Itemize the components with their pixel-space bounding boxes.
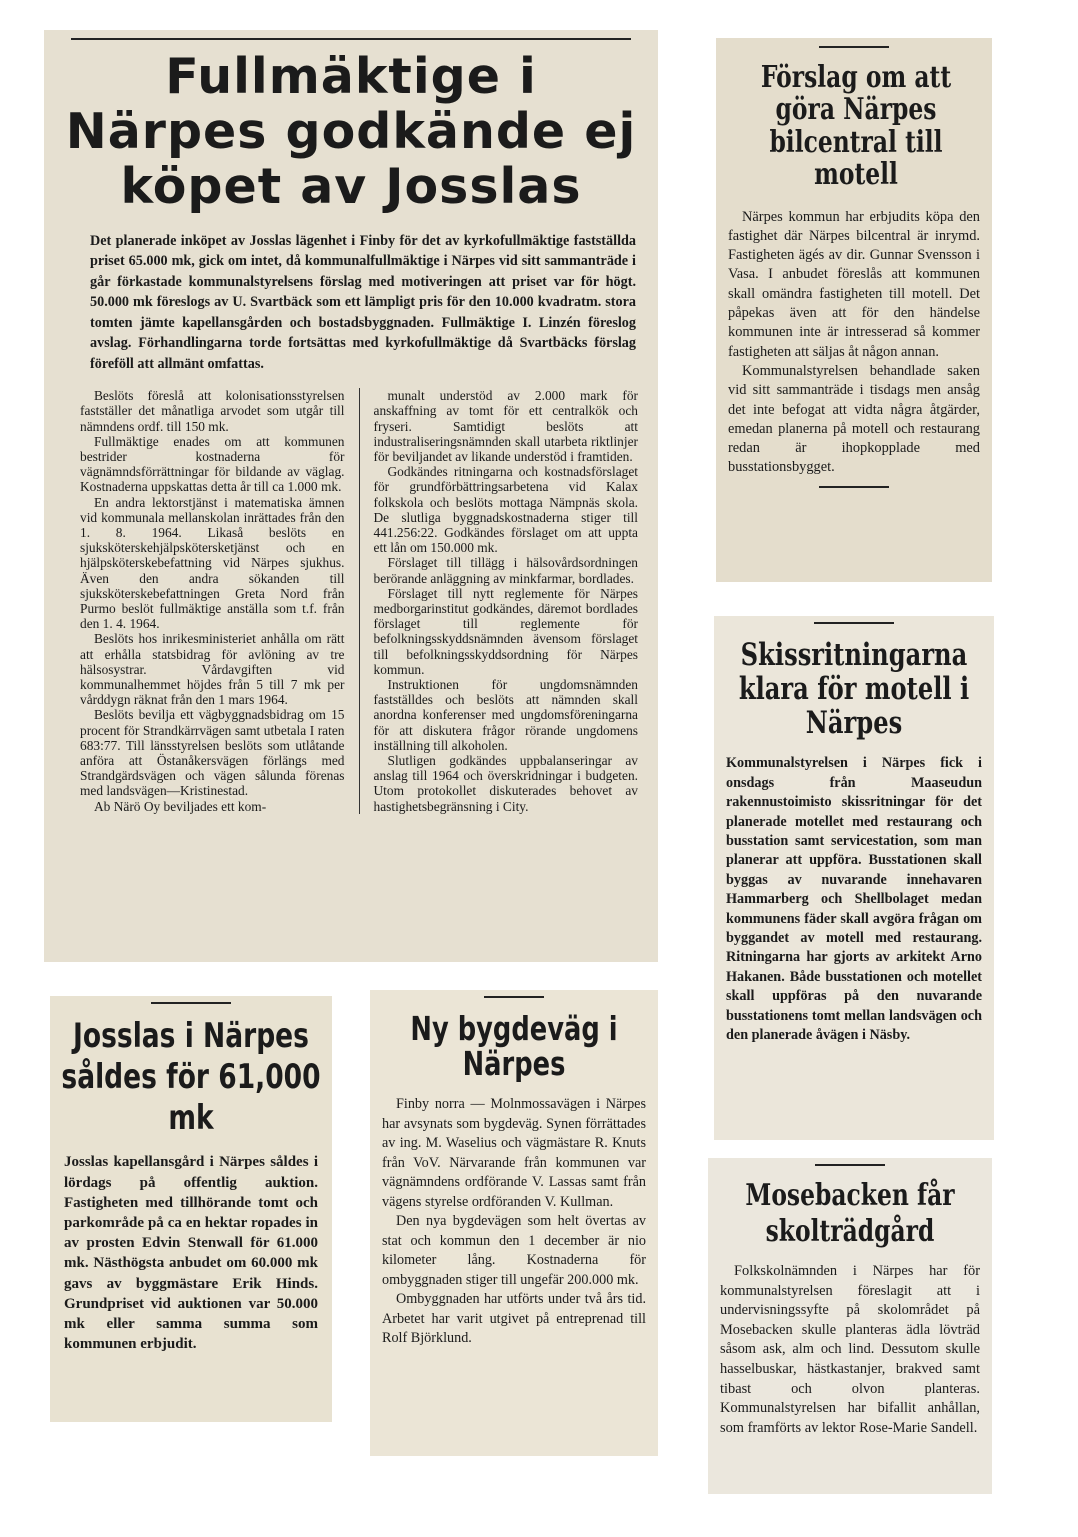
col1-para: Beslöts föreslå att kolonisationsstyrelsen fastställer det månatliga arvodet som utgår till nämndens ordf. till 150 mk. [80, 388, 345, 434]
top-rule [484, 996, 544, 998]
skissritningar-body: Kommunalstyrelsen i Närpes fick i onsdags från Maaseudun rakennustoimisto skissritningar för det planerade motellet med restaurang och busstation samt servicestation, som man planerar att uppföra. Busstationen skall byggas av nuvarande innehavaren Hammarberg och Shellbolaget medan kommunens fäder skall avgöra frågan om byggandet av motell med restaurang. Ritningarna har gjorts av arkitekt Arno Hakanen. Både busstationen och motellet skall uppföras på den nuvarande busstationens tomt mellan landsvägen och den planerade åvägen i Näsby. [726, 755, 982, 1043]
headline-josslas: Josslas i Närpes såldes för 61,000 mk [61, 1016, 321, 1138]
mosebacken-body [720, 1262, 980, 1438]
top-rule [819, 46, 889, 48]
bottom-rule [819, 486, 889, 488]
forslag-para: Närpes kommun har erbjudits köpa den fastighet där Närpes bilcentral är inrymd. Fastigheten ägés av dir. Gunnar Svensson i Vasa. I anbudet föreslås att kommunen skall omändra fastigheten till motell. Det påpekas även att för den händelse kommunen inte är intresserad så kommer fastigheten att säljas åt någon annan. [728, 208, 980, 360]
top-rule [151, 1002, 231, 1004]
col2-para: Slutligen godkändes uppbalanseringar av anslag till 1964 och överskridningar i budgeten. Utom protokollet diskuterades behovet av hastighetsbegränsning i City. [373, 753, 638, 814]
col2-para: munalt understöd av 2.000 mark för anskaffning av tomt för ett centralkök och fryseri. Samtidigt beslöts att industraliseringsnämnden skall utarbeta riktlinjer för beviljandet av likande understöd i framtiden. [373, 388, 638, 464]
headline-forslag: Förslag om att göra Närpes bilcentral till motell [760, 60, 952, 193]
bygdevag-body [382, 1095, 646, 1349]
bygdevag-para: Finby norra — Molnmossavägen i Närpes har avsynats som bygdeväg. Synen förrättades av ing. M. Waselius och vägmästare R. Knuts från VoV. Närvarande från kommunen var vägnämndens ordförande V. Lassas samt från vägens styrelse ordföranden V. Kullman. [382, 1096, 646, 1210]
bygdevag-para: Ombyggnaden har utförts under två års tid. Arbetet har varit utgivet på entreprenad till Rolf Björklund. [382, 1291, 646, 1347]
headline-skissritningar: Skissritningarna klara för motell i Närpes [738, 637, 970, 742]
col1-para: Fullmäktige enades om att kommunen bestrider kostnaderna för vägnämndsförrättningar för bildande av väglag. Kostnaderna uppskattas detta år till ca 1.000 mk. [80, 433, 345, 495]
top-rule [815, 1164, 885, 1166]
column-1 [80, 388, 345, 814]
headline-fullmaktige: Fullmäktige i Närpes godkände ej köpet av Josslas [65, 48, 637, 215]
josslas-body: Josslas kapellansgård i Närpes såldes i lördags på offentlig auktion. Fastigheten med tillhörande tomt och parkområde på ca en hektar ropades in av prosten Edvin Stenwall för 61.000 mk. Nästhögsta anbudet om 60.000 mk gavs av byggmästare Erik Hinds. Grundpriset vid auktionen var 50.000 mk eller samma summa som kommunen erbjudit. [64, 1154, 318, 1353]
forslag-body [728, 208, 980, 478]
col1-para: Beslöts hos inrikesministeriet anhålla om rätt att erhålla statsbidrag för avlöning av tre hälsosystrar. Vårdavgiften vid kommunalhemmet höjdes från 5 till 7 mk per vårddygn räknat från den 1 mars 1964. [80, 631, 345, 708]
col1-para: En andra lektorstjänst i matematiska ämnen vid kommunala mellanskolan inrättades från den 1. 8. 1964. Likaså beslöts en sjuksköterskehjälpskötersketjänst och en hjälpsköterskebefattning vid Närpes sjukhus. Även den andra sökanden till sjuksköterskebefattningen Greta Nord från Purmo beslöt fullmäktige anställa som t.f. från den 1. 4. 1964. [80, 494, 345, 632]
col2-para: Instruktionen för ungdomsnämnden fastställdes och beslöts att nämnden skall anordna konferenser med ungdomsföreningarna för att diskutera frågor rörande ungdomens inställning till alkoholen. [373, 676, 638, 753]
headline-mosebacken: Mosebacken får skolträdgård [745, 1178, 955, 1249]
lead-paragraph: Det planerade inköpet av Josslas lägenhet i Finby för det av kyrkofullmäktige fastställda priset 65.000 mk, gick om intet, då kommunalfullmäktige i Närpes vid sitt sammanträde i går förkastade kommunalstyrelsens förslag med motiveringen att priset var för högt. 50.000 mk föreslogs av U. Svartbäck som ett lämpligt pris för den 10.000 kvadratm. stora tomten jämte kapellansgården och bostadsbyggnaden. Fullmäktige I. Linzén föreslog avslag. Förhandlingarna torde fortsättas med kyrkofullmäktige då Svartbäcks förslag föreföll att allmänt omfattas. [90, 232, 636, 372]
headline-bygdevag: Ny bygdeväg i Närpes [410, 1009, 618, 1083]
col2-para: Godkändes ritningarna och kostnadsförslaget för grundförbättringsarbetena vid Kalax folkskola och beslöts mottaga Nämpnäs skola. De slutliga byggnadskostnaderna stiger till 441.256:22. Godkändes förslaget om att uppta ett lån om 150.000 mk. [373, 464, 638, 556]
clipping-bygdevag [370, 990, 658, 1456]
top-rule [814, 622, 894, 624]
column-2 [374, 388, 639, 814]
bygdevag-para: Den nya bygdevägen som helt övertas av stat och kommun den 1 december är nio kilometer lång. Kostnaderna för ombyggnaden stiger till ungefär 200.000 mk. [382, 1213, 646, 1288]
col2-para: Förslaget till nytt reglemente för Närpes medborgarinstitut godkändes, däremot bordlades förslaget till reglemente för befolkningsskyddsnämnden ävensom förslaget till befolkningsskyddsordning för Närpes kommun. [373, 585, 638, 677]
clipping-skissritningar [714, 616, 994, 1140]
forslag-para: Kommunalstyrelsen behandlade saken vid sitt sammanträde i tisdags men ansåg det inte befogat att vidta några åtgärder, emedan planerna på motell och restaurang redan är ihopkopplade med busstationsbygget. [728, 362, 980, 476]
clipping-mosebacken [708, 1158, 992, 1494]
mosebacken-para: Folkskolnämnden i Närpes har för kommunalstyrelsen föreslagit att i undervisningssyfte på skolområdet på Mosebacken skulle planteras ädla lövträd såsom ask, alm och lind. Dessutom skulle hasselbuskar, hästkastanjer, brakved samt tibast och olvon planteras. Kommunalstyrelsen har bifallit anhållan, som framförts av lektor Rose-Marie Sandell. [720, 1263, 980, 1436]
top-rule [71, 38, 631, 40]
column-divider [359, 388, 360, 814]
clipping-josslas-sald [50, 996, 332, 1422]
col1-para: Ab Närö Oy beviljades ett kom- [94, 798, 267, 814]
col2-para: Förslaget till tillägg i hälsovårdsordningen berörande anläggning av minkfarmar, bordlades. [373, 555, 638, 586]
col1-para: Beslöts bevilja ett vägbyggnadsbidrag om 15 procent för Strandkärrvägen samt utbetala I raten 683:77. Till länsstyrelsen beslöts som utlåtande anföra att Östanåkersvägen förlängs med Strandgärdsvägen och vägen sålunda förenas med landsvägen—Kristinestad. [80, 707, 345, 799]
clipping-fullmaktige [44, 30, 658, 962]
clipping-forslag-motell [716, 38, 992, 582]
